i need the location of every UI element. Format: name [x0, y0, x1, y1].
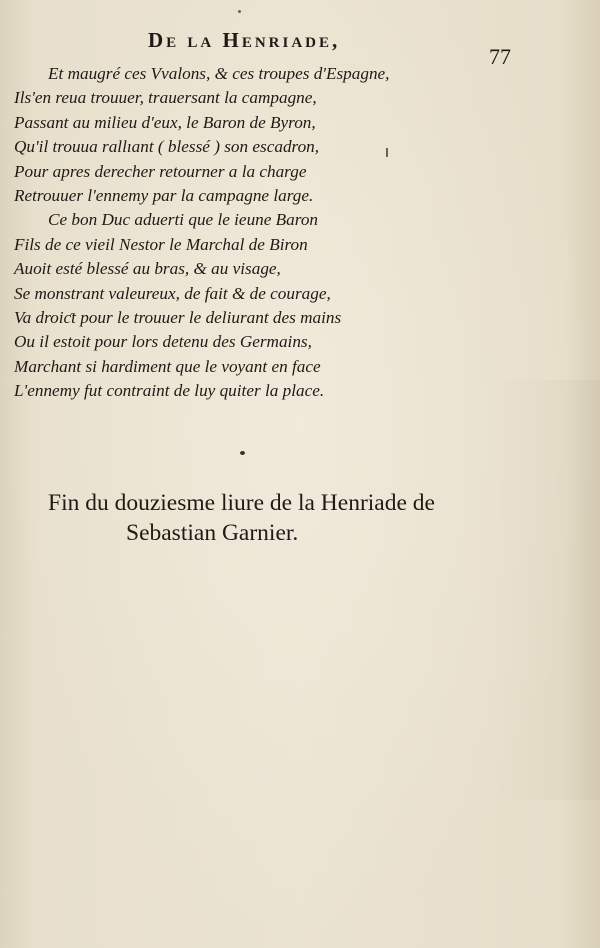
verse-line: L'ennemy fut contraint de luy quiter la place. [14, 381, 325, 401]
verse-line: Va droiƈt pour le trouuer le deliurant des mains [14, 307, 342, 327]
verse-line: Retrouuer l'ennemy par la campagne large. [14, 185, 314, 205]
verse-line: Passant au milieu d'eux, le Baron de Byron, [14, 112, 316, 132]
ink-speck [238, 10, 241, 13]
verse-line: Marchant si hardiment que le voyant en face [14, 356, 321, 376]
verse-line: Ils'en reua trouuer, trauersant la campagne, [14, 88, 317, 108]
verse-line: Pour apres derecher retourner a la charge [14, 161, 307, 181]
colophon-line-1: Fin du douziesme liure de la Henriade de [48, 490, 435, 516]
colophon [48, 488, 498, 548]
verse-line: Ce bon Duc aduerti que le ieune Baron [48, 210, 319, 230]
show-through-shadow [490, 380, 600, 800]
margin-mark [386, 148, 388, 157]
colophon-line-2: Sebastian Garnier. [126, 520, 299, 546]
verse-line: Auoit esté blessé au bras, & au visage, [14, 259, 281, 279]
page-number: 77 [489, 44, 511, 69]
verse-line: Et maugré ces Vvalons, & ces troupes d'Espagne, [48, 64, 390, 83]
verse-line: Se monstrant valeureux, de fait & de courage, [14, 283, 331, 303]
running-head: De la Henriade, [148, 28, 341, 52]
verse-line: Fils de ce vieil Nestor le Marchal de Biron [14, 234, 308, 254]
verse-line: Qu'il trouua rallıant ( blessé ) son escadron, [14, 137, 320, 157]
verse-line: Ou il estoit pour lors detenu des Germains, [14, 332, 312, 352]
ornament-dot [240, 451, 245, 455]
verse-block [14, 62, 434, 403]
